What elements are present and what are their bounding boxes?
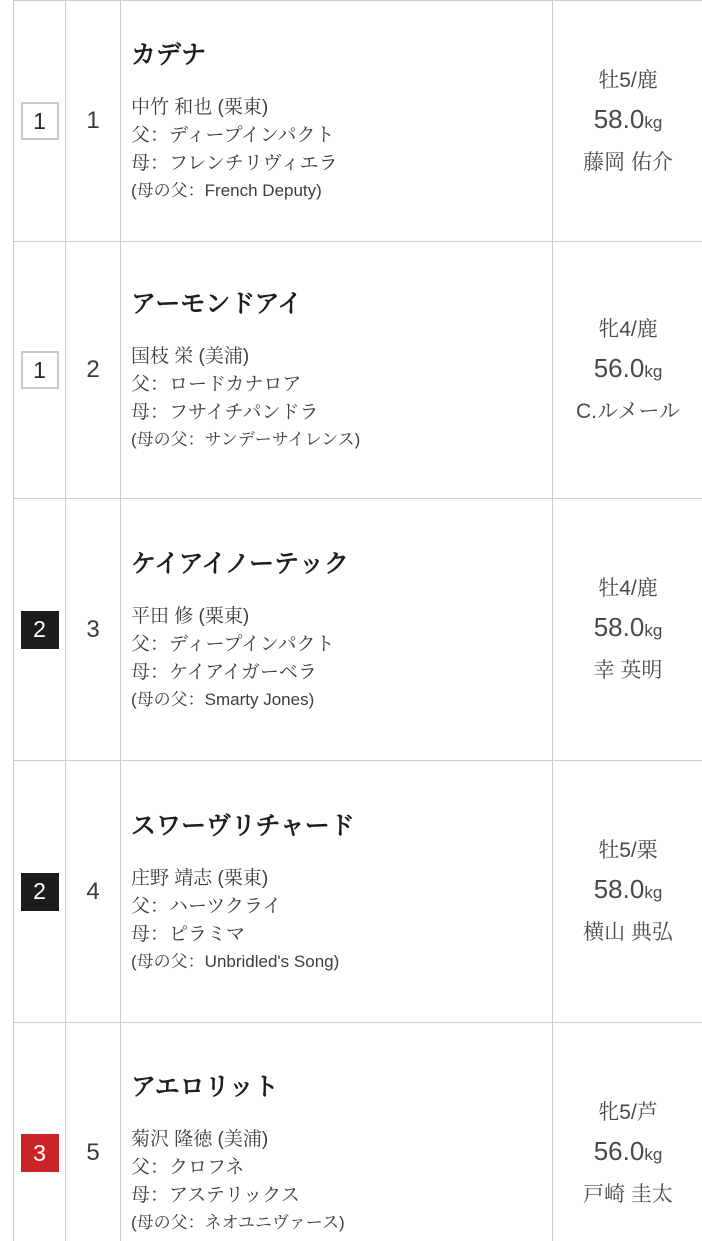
horse-number: 4 <box>86 877 100 905</box>
horse-row[interactable] <box>14 1 702 242</box>
frame-number-badge: 1 <box>21 102 59 140</box>
jockey-weight-cell <box>553 242 702 498</box>
jockey-weight-cell <box>553 761 702 1022</box>
horse-name[interactable]: カデナ <box>131 41 207 69</box>
weight-unit: kg <box>644 1144 663 1164</box>
damsire-line: (母の父：ネオユニヴァース) <box>131 1213 345 1232</box>
sex-age-coat: 牝4/鹿 <box>598 317 658 341</box>
horse-number: 3 <box>86 615 100 643</box>
horse-name[interactable]: ケイアイノーテック <box>131 549 350 578</box>
frame-cell <box>14 761 66 1022</box>
horse-number-cell <box>66 761 121 1022</box>
carried-weight <box>594 349 663 392</box>
horse-number-cell <box>66 242 121 498</box>
weight-value: 58.0 <box>593 612 645 642</box>
horse-row[interactable] <box>14 242 702 499</box>
horse-row[interactable] <box>14 761 702 1023</box>
carried-weight <box>594 100 663 143</box>
sire-line: 父：ハーツクライ <box>131 895 282 917</box>
damsire-line: (母の父：Smarty Jones) <box>131 689 315 709</box>
sex-age-coat: 牝5/芦 <box>598 1100 658 1124</box>
carried-weight <box>594 608 663 651</box>
frame-cell <box>14 242 66 498</box>
trainer-name: 平田 修 (栗東) <box>131 605 250 627</box>
horse-name[interactable]: アエロリット <box>131 1073 279 1101</box>
jockey-name: 藤岡 佑介 <box>583 150 673 174</box>
frame-number-badge: 2 <box>21 873 59 911</box>
sire-line: 父：ディープインパクト <box>131 633 335 655</box>
sire-line: 父：ディープインパクト <box>131 125 335 146</box>
dam-line: 母：ケイアイガーベラ <box>131 661 317 683</box>
jockey-name: 横山 典弘 <box>583 921 673 944</box>
carried-weight <box>594 1132 663 1175</box>
weight-value: 58.0 <box>593 103 645 134</box>
horse-row[interactable] <box>14 1023 702 1241</box>
jockey-weight-cell <box>553 499 702 760</box>
damsire-line: (母の父：Unbridled's Song) <box>131 951 340 971</box>
jockey-name: C.ルメール <box>576 399 680 423</box>
horse-info-cell <box>121 1023 553 1241</box>
weight-unit: kg <box>644 621 663 640</box>
racecard-table <box>13 0 702 1241</box>
sex-age-coat: 牡5/鹿 <box>598 68 658 92</box>
jockey-weight-cell <box>553 1 702 241</box>
trainer-name: 菊沢 隆徳 (美浦) <box>131 1129 269 1150</box>
dam-line: 母：アステリックス <box>131 1185 300 1206</box>
jockey-weight-cell <box>553 1023 702 1241</box>
horse-number: 5 <box>86 1139 100 1166</box>
horse-name[interactable]: アーモンドアイ <box>131 290 303 318</box>
carried-weight <box>594 870 663 913</box>
sex-age-coat: 牡5/栗 <box>598 839 658 862</box>
horse-info-cell <box>121 1 553 241</box>
weight-unit: kg <box>644 361 663 381</box>
dam-line: 母：フレンチリヴィエラ <box>131 153 338 174</box>
horse-info-cell <box>121 242 553 498</box>
horse-row[interactable] <box>14 499 702 761</box>
weight-unit: kg <box>644 112 663 132</box>
horse-info-cell <box>121 499 553 760</box>
frame-cell <box>14 1023 66 1241</box>
dam-line: 母：フサイチパンドラ <box>131 402 319 423</box>
trainer-name: 中竹 和也 (栗東) <box>131 97 269 118</box>
jockey-name: 戸崎 圭太 <box>583 1182 673 1206</box>
horse-number: 2 <box>86 356 100 383</box>
trainer-name: 国枝 栄 (美浦) <box>131 346 250 367</box>
frame-cell <box>14 1 66 241</box>
weight-value: 58.0 <box>593 874 645 904</box>
horse-number-cell <box>66 1023 121 1241</box>
frame-number-badge: 1 <box>21 351 59 389</box>
damsire-line: (母の父：サンデーサイレンス) <box>131 430 361 449</box>
sire-line: 父：ロードカナロア <box>131 374 302 395</box>
weight-value: 56.0 <box>593 352 645 383</box>
sire-line: 父：クロフネ <box>131 1157 245 1178</box>
frame-number-badge: 2 <box>21 611 59 649</box>
horse-info-cell <box>121 761 553 1022</box>
sex-age-coat: 牡4/鹿 <box>598 577 658 600</box>
weight-value: 56.0 <box>593 1135 645 1166</box>
horse-number-cell <box>66 1 121 241</box>
trainer-name: 庄野 靖志 (栗東) <box>131 867 269 889</box>
dam-line: 母：ピラミマ <box>131 923 246 945</box>
frame-number-badge: 3 <box>21 1134 59 1172</box>
jockey-name: 幸 英明 <box>593 659 663 682</box>
damsire-line: (母の父：French Deputy) <box>131 181 322 200</box>
weight-unit: kg <box>644 883 663 902</box>
horse-number-cell <box>66 499 121 760</box>
horse-number: 1 <box>86 107 100 134</box>
horse-name[interactable]: スワーヴリチャード <box>131 811 355 840</box>
frame-cell <box>14 499 66 760</box>
